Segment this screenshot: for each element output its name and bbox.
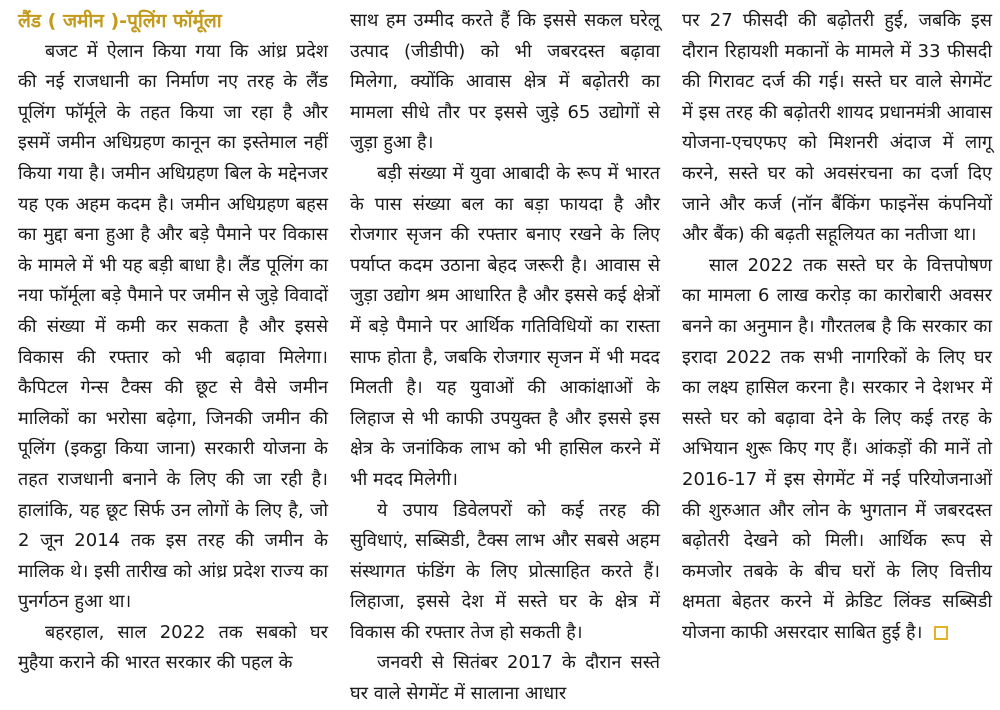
paragraph-financing-opportunity xyxy=(682,251,992,649)
article-end-mark-icon xyxy=(934,626,948,640)
column-2 xyxy=(350,6,660,705)
column-1 xyxy=(18,6,328,674)
paragraph-youth-employment: बड़ी संख्या में युवा आबादी के रूप में भारत के पास संख्या बल का बड़ा फायदा है और रोजगार सृजन की रफ्तार बनाए रखने के लिए पर्याप्त कदम उठाना बेहद जरूरी है। आवास से जुड़ा उद्योग श्रम आधारित है और इससे कई क्षेत्रों में बड़े पैमाने पर आर्थिक गतिविधियों का रास्ता साफ होता है, जबकि रोजगार सृजन में भी मदद मिलती है। यह युवाओं की आकांक्षाओं के लिहाज से भी काफी उपयुक्त है और इससे इस क्षेत्र के जनांकिक लाभ को भी हासिल करने में भी मदद मिलेगी। xyxy=(350,162,660,490)
paragraph-land-pooling: बजट में ऐलान किया गया कि आंध्र प्रदेश की नई राजधानी का निर्माण नए तरह के लैंड पूलिंग फॉर्मूले के तहत किया जा रहा है और इसमें जमीन अधिग्रहण कानून का इस्तेमाल नहीं किया गया है। जमीन अधिग्रहण बिल के मद्देनजर यह एक अहम कदम है। जमीन अधिग्रहण बहस का मुद्दा बना हुआ है और बड़े पैमाने पर विकास के मामले में भी यह बड़ी बाधा है। लैंड पूलिंग का नया फॉर्मूला बड़े पैमाने पर जमीन से जुड़े विवादों की संख्या में कमी कर सकता है और इससे विकास की रफ्तार को भी बढ़ावा मिलेगा। कैपिटल गेन्स टैक्स की छूट से वैसे जमीन मालिकों का भरोसा बढ़ेगा, जिनकी जमीन की पूलिंग (इकट्ठा किया जाना) सरकारी योजना के तहत राजधानी बनाने के लिए की जा रही है। हालांकि, यह छूट सिर्फ उन लोगों के लिए है, जो 2 जून 2014 तक इस तरह की जमीन के मालिक थे। इसी तारीख को आंध्र प्रदेश राज्य का पुनर्गठन हुआ था। xyxy=(18,40,328,613)
paragraph-growth-2017-start: जनवरी से सितंबर 2017 के दौरान सस्ते घर वाले सेगमेंट में सालाना आधार xyxy=(350,652,660,705)
paragraph-affordable-growth: पर 27 फीसदी की बढ़ोतरी हुई, जबकि इस दौरान रिहायशी मकानों के मामले में 33 फीसदी की गिरावट दर्ज की गई। सस्ते घर वाले सेगमेंट में इस तरह की बढ़ोतरी शायद प्रधानमंत्री आवास योजना-एचएफए को मिशनरी अंदाज में लागू करने, सस्ते घर को अवसंरचना का दर्जा दिए जाने और कर्ज (नॉन बैंकिंग फाइनेंस कंपनियों और बैंक) की बढ़ती सहूलियत का नतीजा था। xyxy=(682,10,992,246)
paragraph-gdp-boost: साथ हम उम्मीद करते हैं कि इससे सकल घरेलू उत्पाद (जीडीपी) को भी जबरदस्त बढ़ावा मिलेगा, क्योंकि आवास क्षेत्र में बढ़ोतरी का मामला सीधे तौर पर इससे जुड़े 65 उद्योगों से जुड़ा हुआ है। xyxy=(350,10,660,154)
paragraph-housing-for-all-start: बहरहाल, साल 2022 तक सबको घर मुहैया कराने की भारत सरकार की पहल के xyxy=(18,621,328,674)
paragraph-financing-text: साल 2022 तक सस्ते घर के वित्तपोषण का मामला 6 लाख करोड़ का कारोबारी अवसर बनने का अनुमान है। गौरतलब है कि सरकार का इरादा 2022 तक सभी नागरिकों के लिए घर का लक्ष्य हासिल करना है। सरकार ने देशभर में सस्ते घर को बढ़ावा देने के लिए कई तरह के अभियान शुरू किए गए हैं। आंकड़ों की मानें तो 2016-17 में इस सेगमेंट में नई परियोजनाओं की शुरुआत और लोन के भुगतान में जबरदस्त बढ़ोतरी देखने को मिली। आर्थिक रूप से कमजोर तबके के बीच घरों के लिए वित्तीय क्षमता बेहतर करने में क्रेडिट लिंक्ड सब्सिडी योजना काफी असरदार साबित हुई है। xyxy=(682,254,992,643)
paragraph-developer-incentives: ये उपाय डिवेलपरों को कई तरह की सुविधाएं, सब्सिडी, टैक्स लाभ और सबसे अहम संस्थागत फंडिंग के लिए प्रोत्साहित करते हैं। लिहाजा, इससे देश में सस्ते घर के क्षेत्र में विकास की रफ्तार तेज हो सकती है। xyxy=(350,499,660,643)
article-heading: लैंड ( जमीन )-पूलिंग फॉर्मूला xyxy=(18,10,222,32)
column-3 xyxy=(682,6,992,652)
